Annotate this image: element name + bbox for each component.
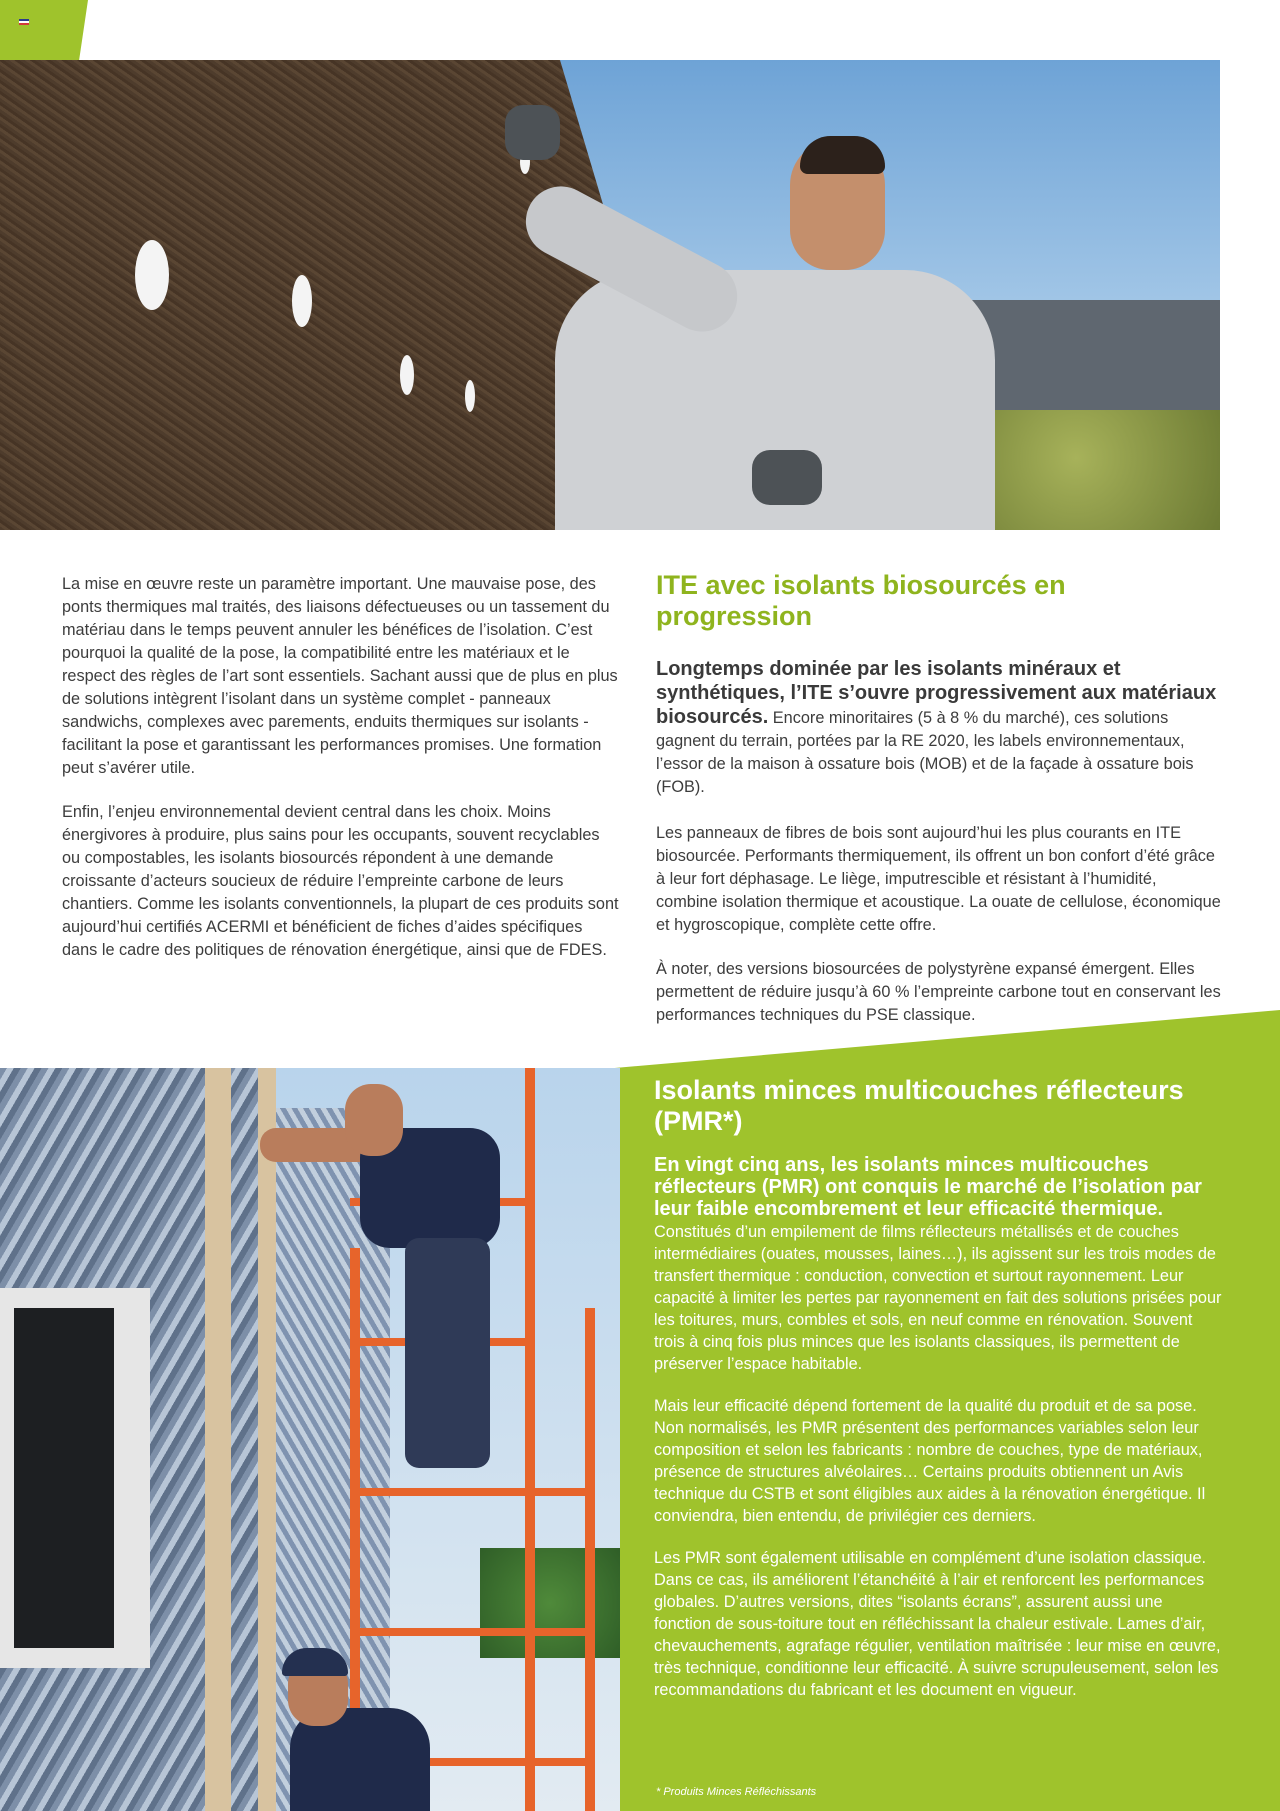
photo-worker-glove [505,105,560,160]
photo-worker-legs [405,1238,490,1468]
photo-wood-post [205,1068,231,1811]
body-paragraph: La mise en œuvre reste un paramètre important. Une mauvaise pose, des ponts thermiques mal traités, des liaisons défectueuses ou un tassement du matériau dans le temps peuvent annuler les bénéfices de l’isolation. C’est pourquoi la qualité de la pose, la compatibilité entre les matériaux et le respect des règles de l’art sont essentiels. Sachant aussi que de plus en plus de solutions intègrent l’isolant dans un système complet - panneaux sandwichs, complexes avec parements, enduits thermiques sur isolants - facilitant la pose et garantissant les performances promises. Une formation peut s’avérer utile. [62,575,618,777]
body-paragraph: Mais leur efficacité dépend fortement de la qualité du produit et de sa pose. Non normalisés, les PMR présentent des performances variables selon leur composition et selon les fabricants : nombre de couches, type de matériaux, présence de structures alvéolaires… Certains produits obtiennent un Avis technique du CSTB et sont éligibles aux aides à la rénovation énergétique. Il conviendra, bien entendu, de privilégier ces derniers. [654,1397,1206,1525]
photo-scaffold [525,1068,535,1811]
footnote: * Produits Minces Réfléchissants [656,1786,817,1798]
photo-worker-facade [0,60,1220,530]
pmr-lead-paragraph [654,1155,1224,1375]
photo-scaffold [350,1628,590,1636]
pmr-lead: En vingt cinq ans, les isolants minces multicouches réflecteurs (PMR) ont conquis le marché de l’isolation par leur faible encombrement et leur efficacité thermique. [654,1154,1202,1220]
photo-dowel [135,240,169,310]
body-paragraph: Enfin, l’enjeu environnemental devient central dans les choix. Moins énergivores à produire, plus sains pour les occupants, souvent recyclables ou compostables, les isolants biosourcés répondent à une demande croissante d’acteurs soucieux de réduire l’empreinte carbone de leurs chantiers. Comme les isolants conventionnels, la plupart de ces produits sont aujourd’hui certifiés ACERMI et bénéficient de fiches d’aides spécifiques dans le cadre des politiques de rénovation énergétique, ainsi que de FDES. [62,803,619,959]
flag-icon [19,19,29,25]
body-paragraph: Les PMR sont également utilisable en complément d’une isolation classique. Dans ce cas, ils améliorent l’étanchéité à l’air et renforcent les performances globales. D’autres versions, dites “isolants écrans”, assurent aussi une fonction de sous-toiture tout en réfléchissant la chaleur estivale. Lames d’air, chevauchements, agrafage régulier, ventilation maîtrisée : leur mise en œuvre, très technique, conditionne leur efficacité. À suivre scrupuleusement, selon les recommandations du fabricant et les document en vigueur. [654,1549,1221,1699]
ite-heading: ITE avec isolants biosourcés en progression [656,570,1066,631]
body-paragraph: Les panneaux de fibres de bois sont aujourd’hui les plus courants en ITE biosourcée. Performants thermiquement, ils offrent un bon confort d’été grâce à leur fort déphasage. Le liège, imputrescible et résistant à l’humidité, combine isolation thermique et acoustique. La ouate de cellulose, économique et hygroscopique, complète cette offre. [656,824,1221,934]
left-column [62,573,622,983]
pmr-lead-continuation: Constitués d’un empilement de films réflecteurs métallisés et de couches intermédiaires (ouates, mousses, laines…), ils agissent sur les trois modes de transfert thermique : conduction, convection et surtout rayonnement. Leur capacité à limiter les pertes par rayonnement en fait des solutions prisées pour les toitures, murs, combles et sols, en neuf comme en rénovation. Souvent trois à cinq fois plus minces que les isolants classiques, ils permettent de préserver l’espace habitable. [654,1223,1222,1373]
photo-dowel [400,355,414,395]
ite-lead-continuation: Encore minoritaires (5 à 8 % du marché), ces solutions gagnent du terrain, portées par la RE 2020, les labels environnementaux, l’essor de la maison à ossature bois (MOB) et de la façade à ossature bois (FOB). [656,709,1194,796]
photo-scaffold-workers [0,1068,620,1811]
photo-dowel [292,275,312,327]
photo-scaffold [350,1488,590,1496]
photo-worker-cap [282,1648,348,1676]
photo-hedge [480,1548,620,1658]
photo-wood-post [258,1068,276,1811]
photo-dowel [465,380,475,412]
photo-roof [960,300,1220,410]
photo-worker-hair [800,136,885,174]
photo-worker-head [345,1084,403,1156]
photo-worker-glove [752,450,822,505]
ite-section [656,570,1221,1048]
pmr-section [654,1075,1224,1721]
photo-window-glass [14,1308,114,1648]
photo-scaffold [585,1308,595,1811]
pmr-heading: Isolants minces multicouches réflecteurs (PMR*) [654,1075,1184,1136]
ite-lead-paragraph [656,658,1221,799]
photo-hedge [980,410,1220,530]
body-paragraph: À noter, des versions biosourcées de polystyrène expansé émergent. Elles permettent de réduire jusqu’à 60 % l’empreinte carbone tout en conservant les performances techniques du PSE classique. [656,960,1221,1024]
ite-lead: Longtemps dominée par les isolants minéraux et synthétiques, l’ITE s’ouvre progressivement aux matériaux biosourcés. [656,658,1217,728]
